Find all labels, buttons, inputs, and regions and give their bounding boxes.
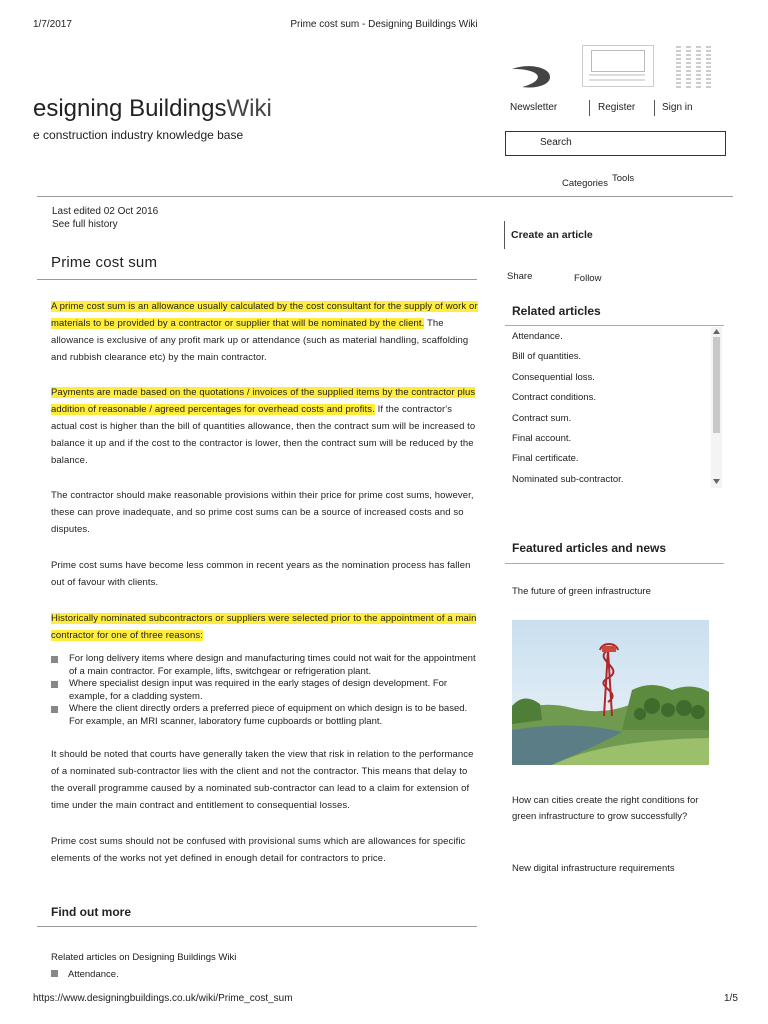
featured-heading: Featured articles and news xyxy=(512,541,667,555)
featured-link[interactable]: How can cities create the right conditions for green infrastructure to grow successfully? xyxy=(512,795,699,822)
paragraph-4: Prime cost sums have become less common in recent years as the nomination process has fallen out of favour with clients. xyxy=(51,560,471,588)
highlight-3: Historically nominated subcontractors or suppliers were selected prior to the appointment of a main contractor for one of three reasons: xyxy=(51,613,477,641)
list-item[interactable] xyxy=(512,368,707,388)
tagline-prefix: e xyxy=(33,128,40,142)
register-link[interactable]: Register xyxy=(598,102,636,113)
related-link[interactable]: Final certificate. xyxy=(512,453,579,465)
related-link[interactable]: Contract conditions. xyxy=(512,392,596,404)
title-divider xyxy=(37,279,477,280)
related-on-dbw: Related articles on Designing Buildings Wiki xyxy=(51,952,237,963)
print-title: Prime cost sum - Designing Buildings Wiki xyxy=(290,19,478,30)
related-link[interactable]: Attendance. xyxy=(512,331,563,342)
signin-link[interactable]: Sign in xyxy=(662,102,693,113)
highlight-2: Payments are made based on the quotations / invoices of the supplied items by the contractor plus addition of reasonable / agreed percentages for overhead costs and profits. xyxy=(51,387,476,415)
list-item xyxy=(51,653,479,678)
related-scrollbar[interactable] xyxy=(711,327,722,488)
paragraph-1 xyxy=(51,298,479,366)
bullet-square-icon xyxy=(51,970,58,977)
related-link[interactable]: Consequential loss. xyxy=(512,371,595,383)
print-page-number: 1/5 xyxy=(724,993,738,1004)
related-link[interactable]: Attendance. xyxy=(68,969,119,980)
bullet-square-icon xyxy=(51,706,58,713)
print-url: https://www.designingbuildings.co.uk/wiki/Prime_cost_sum xyxy=(33,993,293,1004)
follow-button[interactable]: Follow xyxy=(574,273,602,284)
paragraph-2-rest: If the contractor's actual cost is higher than the bill of quantities allowance, then the contract sum will be increased to balance it up and if the cost to the contractor is lower, then the contract sum will be reduced by the balance. xyxy=(51,404,476,466)
list-item[interactable] xyxy=(512,347,707,367)
site-title[interactable] xyxy=(33,95,272,123)
ihbc-logo xyxy=(582,45,654,87)
tools-link[interactable]: Tools xyxy=(612,173,635,184)
related-link[interactable]: Contract sum. xyxy=(512,412,572,424)
site-name: esigning Buildings xyxy=(33,95,227,122)
list-item xyxy=(51,703,479,728)
related-divider xyxy=(505,325,724,326)
reasons-list xyxy=(51,653,479,728)
list-item xyxy=(51,969,119,980)
nav-divider xyxy=(654,100,655,116)
swoosh-logo-icon xyxy=(510,63,552,89)
tagline-text: construction industry knowledge base xyxy=(43,128,244,142)
sidebar-accent xyxy=(504,221,505,249)
print-date: 1/7/2017 xyxy=(33,19,72,30)
nav-divider xyxy=(589,100,590,116)
featured-link[interactable]: The future of green infrastructure xyxy=(512,586,651,597)
bullet-square-icon xyxy=(51,681,58,688)
list-item xyxy=(51,678,479,703)
bullet-square-icon xyxy=(51,656,58,663)
article-body xyxy=(51,298,479,867)
highlight-1: A prime cost sum is an allowance usually calculated by the cost consultant for the supply of work or materials to be provided by a contractor or supplier that will be nominated by the client. xyxy=(51,301,478,329)
list-item[interactable] xyxy=(512,470,707,490)
related-articles-heading: Related articles xyxy=(512,304,601,318)
list-item[interactable] xyxy=(512,409,707,429)
list-item[interactable] xyxy=(512,449,707,469)
header-divider xyxy=(37,196,733,197)
featured-link[interactable]: New digital infrastructure requirements xyxy=(512,863,675,874)
paragraph-3: The contractor should make reasonable provisions within their price for prime cost sums, however, these can prove inadequate, and so prime cost sums can be a source of increased costs and so disputes. xyxy=(51,490,474,535)
paragraph-6: It should be noted that courts have generally taken the view that risk in relation to the performance of a nominated sub-contractor lies with the client and not the contractor. This means that delay to the overall programme caused by a nominated sub-contractor can lead to a claim for extension of time under the main contract and entitlement to consequential losses. xyxy=(51,749,474,811)
paragraph-1-rest: The allowance is exclusive of any profit mark up or attendance (such as material handling, scaffolding and rubbish clearance etc) by the main contractor. xyxy=(51,318,469,363)
share-button[interactable]: Share xyxy=(507,271,533,282)
related-link[interactable]: Final account. xyxy=(512,432,572,444)
search-box[interactable] xyxy=(505,131,726,156)
list-item-text: For long delivery items where design and manufacturing times could not wait for the appointment of a main contractor. For example, lifts, switchgear or refrigeration plant. xyxy=(69,653,476,677)
sponsor-logo xyxy=(672,44,722,94)
search-label: Search xyxy=(540,137,572,148)
paragraph-2 xyxy=(51,384,479,469)
related-link[interactable]: Bill of quantities. xyxy=(512,351,582,363)
site-name-suffix: Wiki xyxy=(226,95,272,122)
paragraph-7: Prime cost sums should not be confused with provisional sums which are allowances for specific elements of the works not yet defined in enough detail for contractors to price. xyxy=(51,836,466,864)
list-item-text: Where specialist design input was required in the early stages of design development. For example, for a cladding system. xyxy=(69,678,448,702)
site-tagline xyxy=(33,128,243,142)
featured-divider xyxy=(505,563,724,564)
article-title: Prime cost sum xyxy=(51,254,158,271)
list-item[interactable] xyxy=(512,388,707,408)
categories-link[interactable]: Categories xyxy=(562,178,608,189)
list-item[interactable] xyxy=(512,327,707,347)
related-link[interactable]: Nominated sub-contractor. xyxy=(512,473,624,485)
featured-image[interactable] xyxy=(512,620,709,765)
paragraph-5 xyxy=(51,610,479,644)
scroll-down-icon[interactable] xyxy=(713,479,720,485)
scrollbar-thumb[interactable] xyxy=(713,337,720,433)
see-full-history-link[interactable]: See full history xyxy=(52,219,118,230)
last-edited: Last edited 02 Oct 2016 xyxy=(52,206,159,217)
create-article-button[interactable]: Create an article xyxy=(511,229,593,241)
related-articles-list xyxy=(512,327,707,490)
newsletter-link[interactable]: Newsletter xyxy=(510,102,558,113)
section-divider xyxy=(37,926,477,927)
find-out-more-heading: Find out more xyxy=(51,905,131,919)
list-item[interactable] xyxy=(512,429,707,449)
list-item-text: Where the client directly orders a preferred piece of equipment on which design is to be based. For example, an MRI scanner, laboratory fume cupboards or bottling plant. xyxy=(69,703,468,727)
scroll-up-icon[interactable] xyxy=(713,329,720,335)
